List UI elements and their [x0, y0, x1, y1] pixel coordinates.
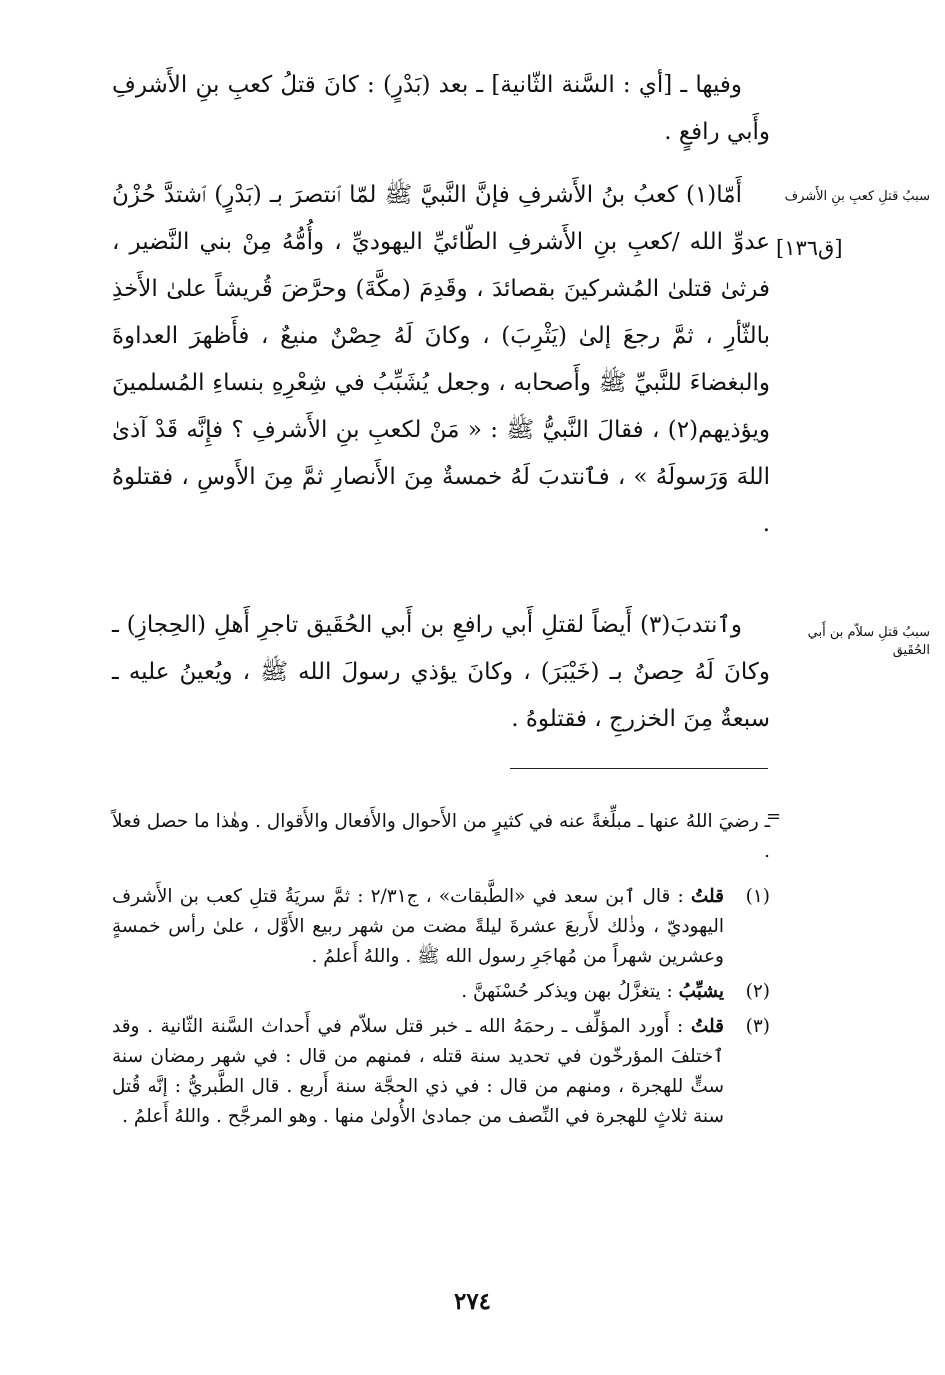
footnote-lead: قلتُ [690, 1016, 724, 1037]
footnote-3 [112, 1012, 770, 1132]
paragraph-abu-rafi [112, 602, 770, 743]
footnote-text: : أَورد المؤلِّف ـ رحمَهُ الله ـ خبر قتل سلاّم في أَحداث السَّنة الثّانية . وقد ٱختلفَ المؤرخّون في تحديد سنة قتله ، فمنهم من قال : في شهر رمضان سنة ستٍّ للهجرة ، ومنهم من قال : في ذي الحجَّة سنة أَربع . قال الطَّبريُّ : إنَّه قُتل سنة ثلاثٍ للهجرة في النِّصف من جمادىٰ الأُولىٰ منها . وهو المرجَّح . واللهُ أَعلمُ . [112, 1016, 724, 1127]
paragraph-kaab [112, 172, 770, 548]
paragraph-abu-rafi-text: وٱنتدبَ(٣) أَيضاً لقتلِ أَبي رافعِ بن أَبي الحُقَيق تاجرِ أَهلِ (الحِجازِ) ـ وكانَ لَهُ حِصنٌ بـ (خَيْبَرَ) ، وكانَ يؤذي رسولَ الله ﷺ ، ويُعينُ عليه ـ سبعةٌ مِنَ الخزرجِ ، فقتلوهُ . [112, 612, 770, 732]
footnote-number: (٣) [745, 1016, 770, 1037]
footnote-lead: يشبِّبُ [678, 981, 724, 1002]
footnote-text: : قال ٱبن سعد في «الطَّبقات» ، ج٢/٣١ : ثمَّ سريَةُ قتلِ كعب بن الأَشرف اليهوديّ ، وذٰلك لأَربعَ عشرةَ ليلةً مضت من شهر ربيع الأَوَّل ، علىٰ رأس خمسةٍ وعشرين شهراً من مُهاجَرِ رسول الله ﷺ . واللهُ أَعلمُ . [112, 886, 724, 967]
footnote-separator [510, 768, 768, 769]
footnote-number: (٢) [745, 981, 770, 1002]
footnote-text: : يتغزَّلُ بهن ويذكر حُسْنَهنَّ . [461, 981, 679, 1002]
footnote-continuation-mark: = [766, 806, 782, 827]
margin-note-sallam: سببُ قتلِ سلاّم بن أَبي الحُقَيق [807, 625, 930, 658]
footnote-number: (١) [745, 886, 770, 907]
footnote-1 [112, 882, 770, 972]
paragraph-intro-text: وفيها ـ [أي : السَّنة الثّانية] ـ بعد (بَدْرٍ) : كانَ قتلُ كعبِ بنِ الأَشرفِ وأَبي رافعٍ . [112, 72, 770, 145]
margin-note-kaab: سببُ قتلِ كعبِ بنِ الأَشرف [784, 189, 930, 204]
page-number: ٢٧٤ [453, 1288, 492, 1315]
footnote-lead: قلتُ [690, 886, 725, 907]
footnotes-list [112, 882, 770, 1137]
paragraph-intro [112, 62, 770, 156]
folio-reference: [ق١٣٦] [776, 236, 843, 260]
paragraph-kaab-text: أَمّا(١) كعبُ بنُ الأَشرفِ فإنَّ النَّبيَّ ﷺ لمّا ٱنتصرَ بـ (بَدْرٍ) ٱشتدَّ حُزْنُ عدوِّ الله /كعبِ بنِ الأَشرفِ الطّائيِّ اليهوديِّ ، وأُمُّهُ مِنْ بني النَّضير ، فرثىٰ قتلىٰ المُشركينَ بقصائدَ ، وقَدِمَ (مكَّةَ) وحرَّضَ قُريشاً علىٰ الأَخذِ بالثّأرِ ، ثمَّ رجعَ إلىٰ (يَثْرِبَ) ، وكانَ لَهُ حِصْنٌ منيعٌ ، فأَظهرَ العداوةَ والبغضاءَ للنَّبيِّ ﷺ وأَصحابه ، وجعل يُشَبِّبُ في شِعْرِهِ بنساءِ المُسلمينَ ويؤذيهم(٢) ، فقالَ النَّبيُّ ﷺ : « مَنْ لكعبِ بنِ الأَشرفِ ؟ فإِنَّه قَدْ آذىٰ اللهَ وَرَسولَهُ » ، فٱنتدبَ لَهُ خمسةٌ مِنَ الأَنصارِ ثمَّ مِنَ الأَوسِ ، فقتلوهُ . [112, 182, 770, 537]
footnote-2 [112, 977, 770, 1007]
footnote-continuation: ـ رضيَ اللهُ عنها ـ مبلِّغةً عنه في كثيرٍ من الأَحوال والأَفعال والأَقوال . وهٰذا ما حصل فعلاً . [112, 811, 770, 862]
